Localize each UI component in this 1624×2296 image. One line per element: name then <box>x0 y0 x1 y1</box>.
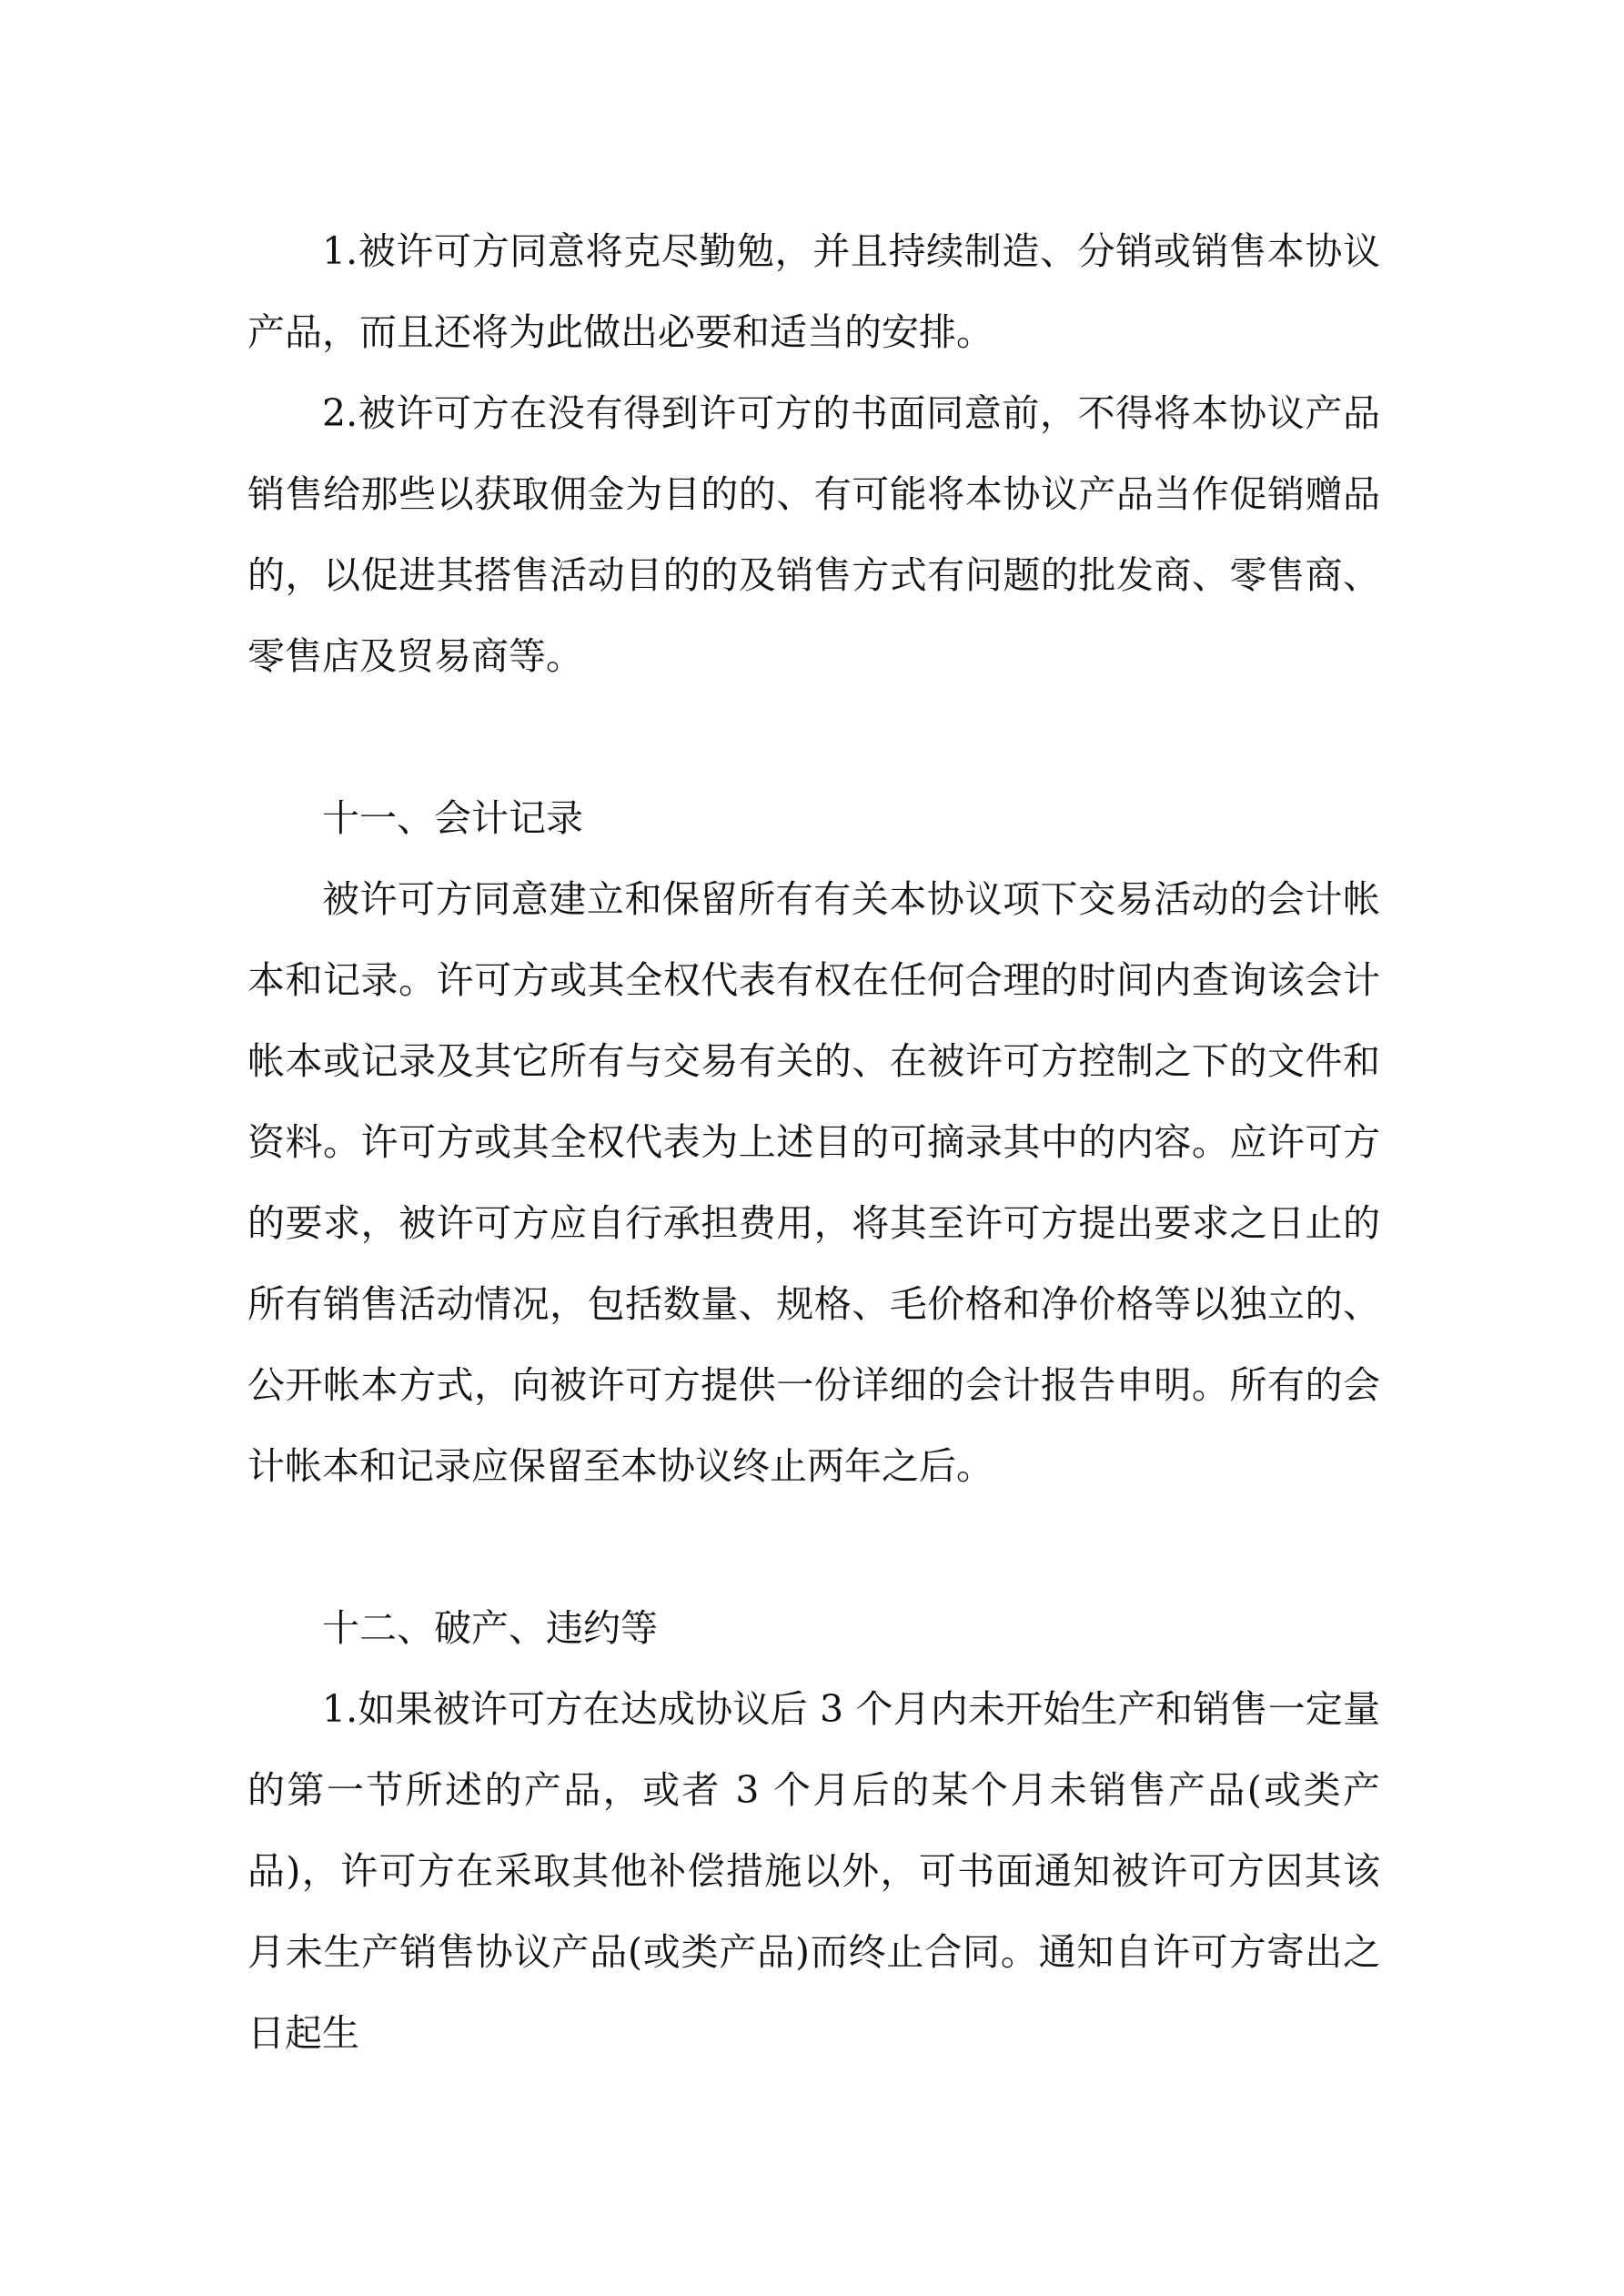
paragraph-obligation-1: 1.被许可方同意将克尽勤勉，并且持续制造、分销或销售本协议产品，而且还将为此做出必要和适当的安排。 <box>247 229 1380 354</box>
paragraph-obligation-2: 2.被许可方在没有得到许可方的书面同意前，不得将本协议产品销售给那些以获取佣金为目的的、有可能将本协议产品当作促销赠品的，以促进其搭售活动目的的及销售方式有问题的批发商、零售商、零售店及贸易商等。 <box>247 391 1380 678</box>
document-body <box>247 211 1380 2074</box>
paragraph-accounting-records: 被许可方同意建立和保留所有有关本协议项下交易活动的会计帐本和记录。许可方或其全权代表有权在任何合理的时间内查询该会计帐本或记录及其它所有与交易有关的、在被许可方控制之下的文件和资料。许可方或其全权代表为上述目的可摘录其中的内容。应许可方的要求，被许可方应自行承担费用，将其至许可方提出要求之日止的所有销售活动情况，包括数量、规格、毛价格和净价格等以独立的、公开帐本方式，向被许可方提供一份详细的会计报告申明。所有的会计帐本和记录应保留至本协议终止两年之后。 <box>247 877 1380 1488</box>
section-heading-accounting-records: 十一、会计记录 <box>322 796 583 840</box>
paragraph-bankruptcy-1: 1.如果被许可方在达成协议后 3 个月内未开始生产和销售一定量的第一节所述的产品，或者 3 个月后的某个月未销售产品(或类产品)，许可方在采取其他补偿措施以外，可书面通知被许可方因其该月未生产销售协议产品(或类产品)而终止合同。通知自许可方寄出之日起生 <box>247 1687 1380 2055</box>
section-heading-bankruptcy-breach: 十二、破产、违约等 <box>322 1606 658 1650</box>
